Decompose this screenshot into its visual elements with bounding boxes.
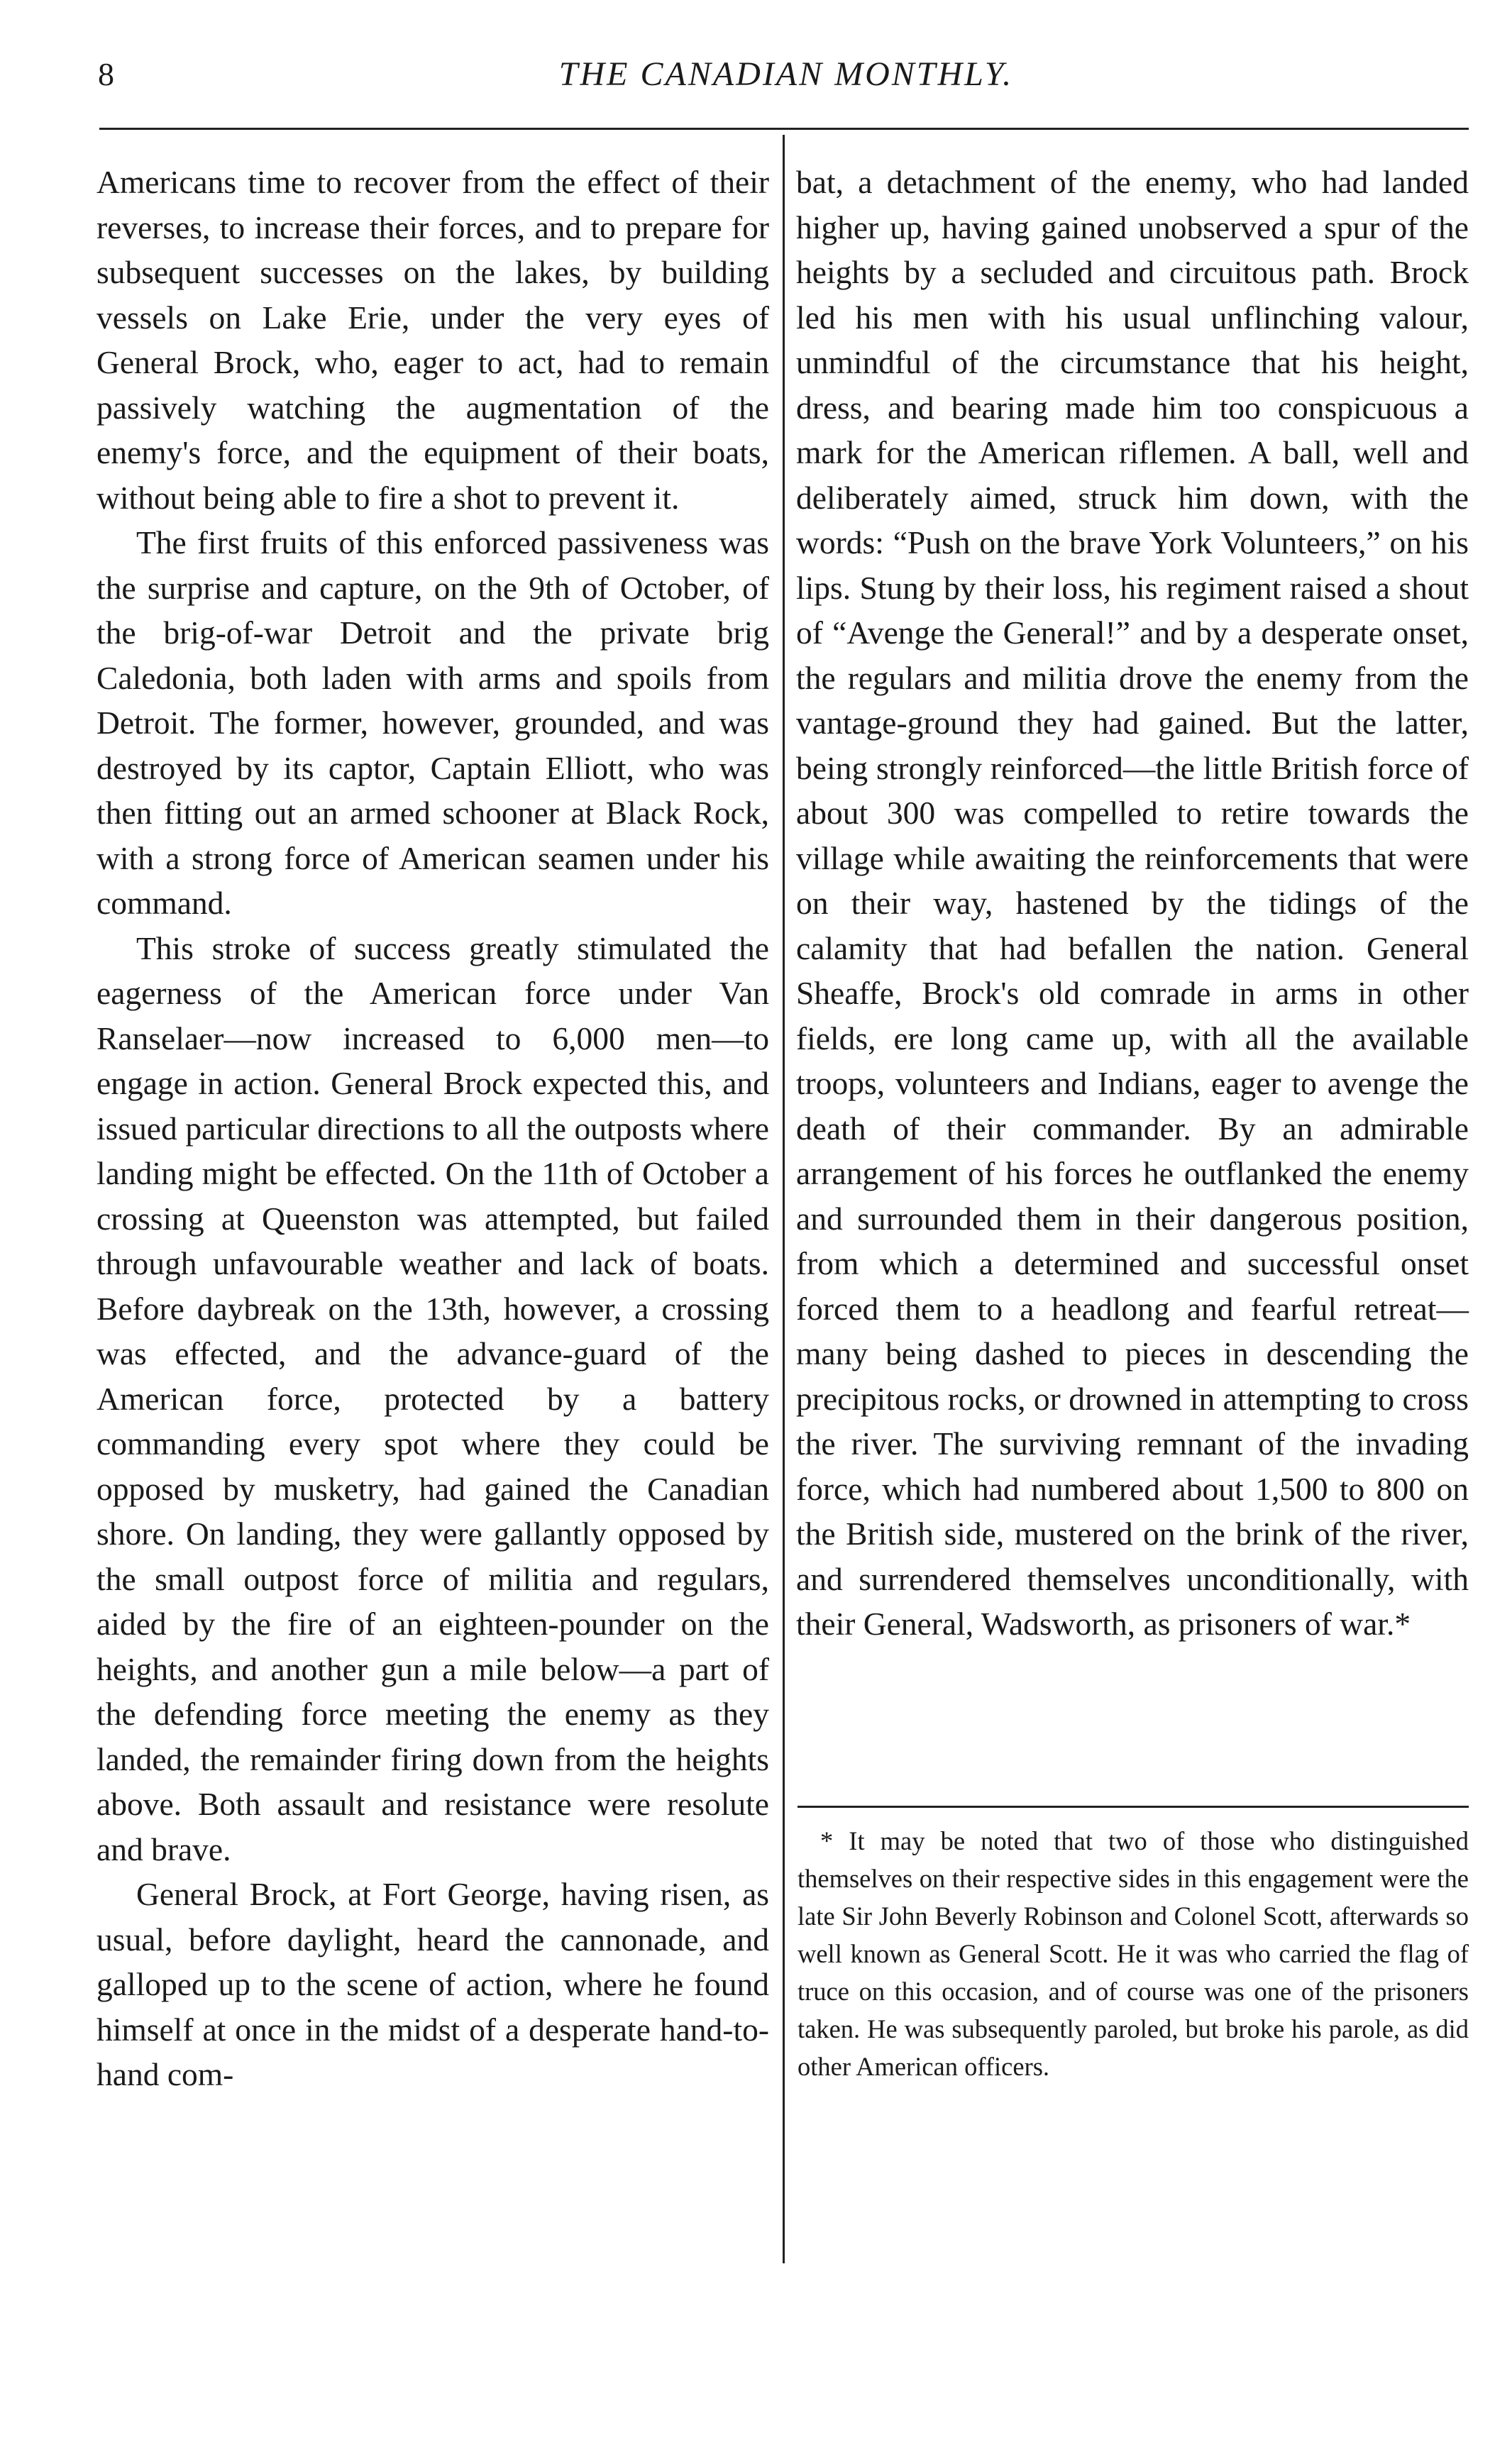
column-divider	[783, 135, 785, 2263]
right-column	[796, 160, 1469, 1647]
footnote-rule	[798, 1806, 1469, 1808]
header-rule	[99, 128, 1469, 130]
paragraph: General Brock, at Fort George, having risen, as usual, before daylight, heard the cannonade, and galloped up to the scene of action, where he found himself at once in the midst of a desperate hand-to-hand com-	[96, 1876, 769, 2092]
page-header	[98, 50, 1474, 114]
paragraph: bat, a detachment of the enemy, who had landed higher up, having gained unobserved a spur of the heights by a secluded and circuitous path. Brock led his men with his usual unflinching valour, unmindful of the circumstance that his height, dress, and bearing made him too conspicuous a mark for the American riflemen. A ball, well and deliberately aimed, struck him down, with the words: “Push on the brave York Volunteers,” on his lips. Stung by their loss, his regiment raised a shout of “Avenge the General!” and by a desperate onset, the regulars and militia drove the enemy from the vantage-ground they had gained. But the latter, being strongly reinforced—the little British force of about 300 was compelled to retire towards the village while awaiting the reinforcements that were on their way, hastened by the tidings of the calamity that had befallen the nation. General Sheaffe, Brock's old comrade in arms in other fields, ere long came up, with all the available troops, volunteers and Indians, eager to avenge the death of their commander. By an admirable arrangement of his forces he outflanked the enemy and surrounded them in their dangerous position, from which a determined and successful onset forced them to a headlong and fearful retreat—many being dashed to pieces in descending the precipitous rocks, or drowned in attempting to cross the river. The surviving remnant of the invading force, which had numbered about 1,500 to 800 on the British side, mustered on the brink of the river, and surrendered themselves unconditionally, with their General, Wadsworth, as prisoners of war.*	[796, 164, 1469, 1642]
running-title: THE CANADIAN MONTHLY.	[558, 55, 1014, 93]
paragraph: Americans time to recover from the effect of their reverses, to increase their forces, and to prepare for subsequent successes on the lakes, by building vessels on Lake Erie, under the very eyes of General Brock, who, eager to act, had to remain passively watching the augmentation of the enemy's force, and the equipment of their boats, without being able to fire a shot to prevent it.	[96, 164, 769, 516]
paragraph: The first fruits of this enforced passiveness was the surprise and capture, on the 9th of October, of the brig-of-war Detroit and the private brig Caledonia, both laden with arms and spoils from Detroit. The former, however, grounded, and was destroyed by its captor, Captain Elliott, who was then fitting out an armed schooner at Black Rock, with a strong force of American seamen under his command.	[96, 524, 769, 921]
left-column	[96, 160, 769, 2097]
footnote: * It may be noted that two of those who distinguished themselves on their respective sides in this engagement were the late Sir John Beverly Robinson and Colonel Scott, afterwards so well known as General Scott. He it was who carried the flag of truce on this occasion, and of course was one of the prisoners taken. He was subsequently paroled, but broke his parole, as did other American officers.	[798, 1826, 1469, 2081]
page-number: 8	[98, 56, 114, 92]
paragraph: This stroke of success greatly stimulated the eagerness of the American force under Van Ranselaer—now increased to 6,000 men—to engage in action. General Brock expected this, and issued particular directions to all the outposts where landing might be effected. On the 11th of October a crossing at Queenston was attempted, but failed through unfavourable weather and lack of boats. Before daybreak on the 13th, however, a crossing was effected, and the advance-guard of the American force, protected by a battery commanding every spot where they could be opposed by musketry, had gained the Canadian shore. On landing, they were gallantly opposed by the small outpost force of militia and regulars, aided by the fire of an eighteen-pounder on the heights, and another gun a mile below—a part of the defending force meeting the enemy as they landed, the remainder firing down from the heights above. Both assault and resistance were resolute and brave.	[96, 929, 769, 1867]
